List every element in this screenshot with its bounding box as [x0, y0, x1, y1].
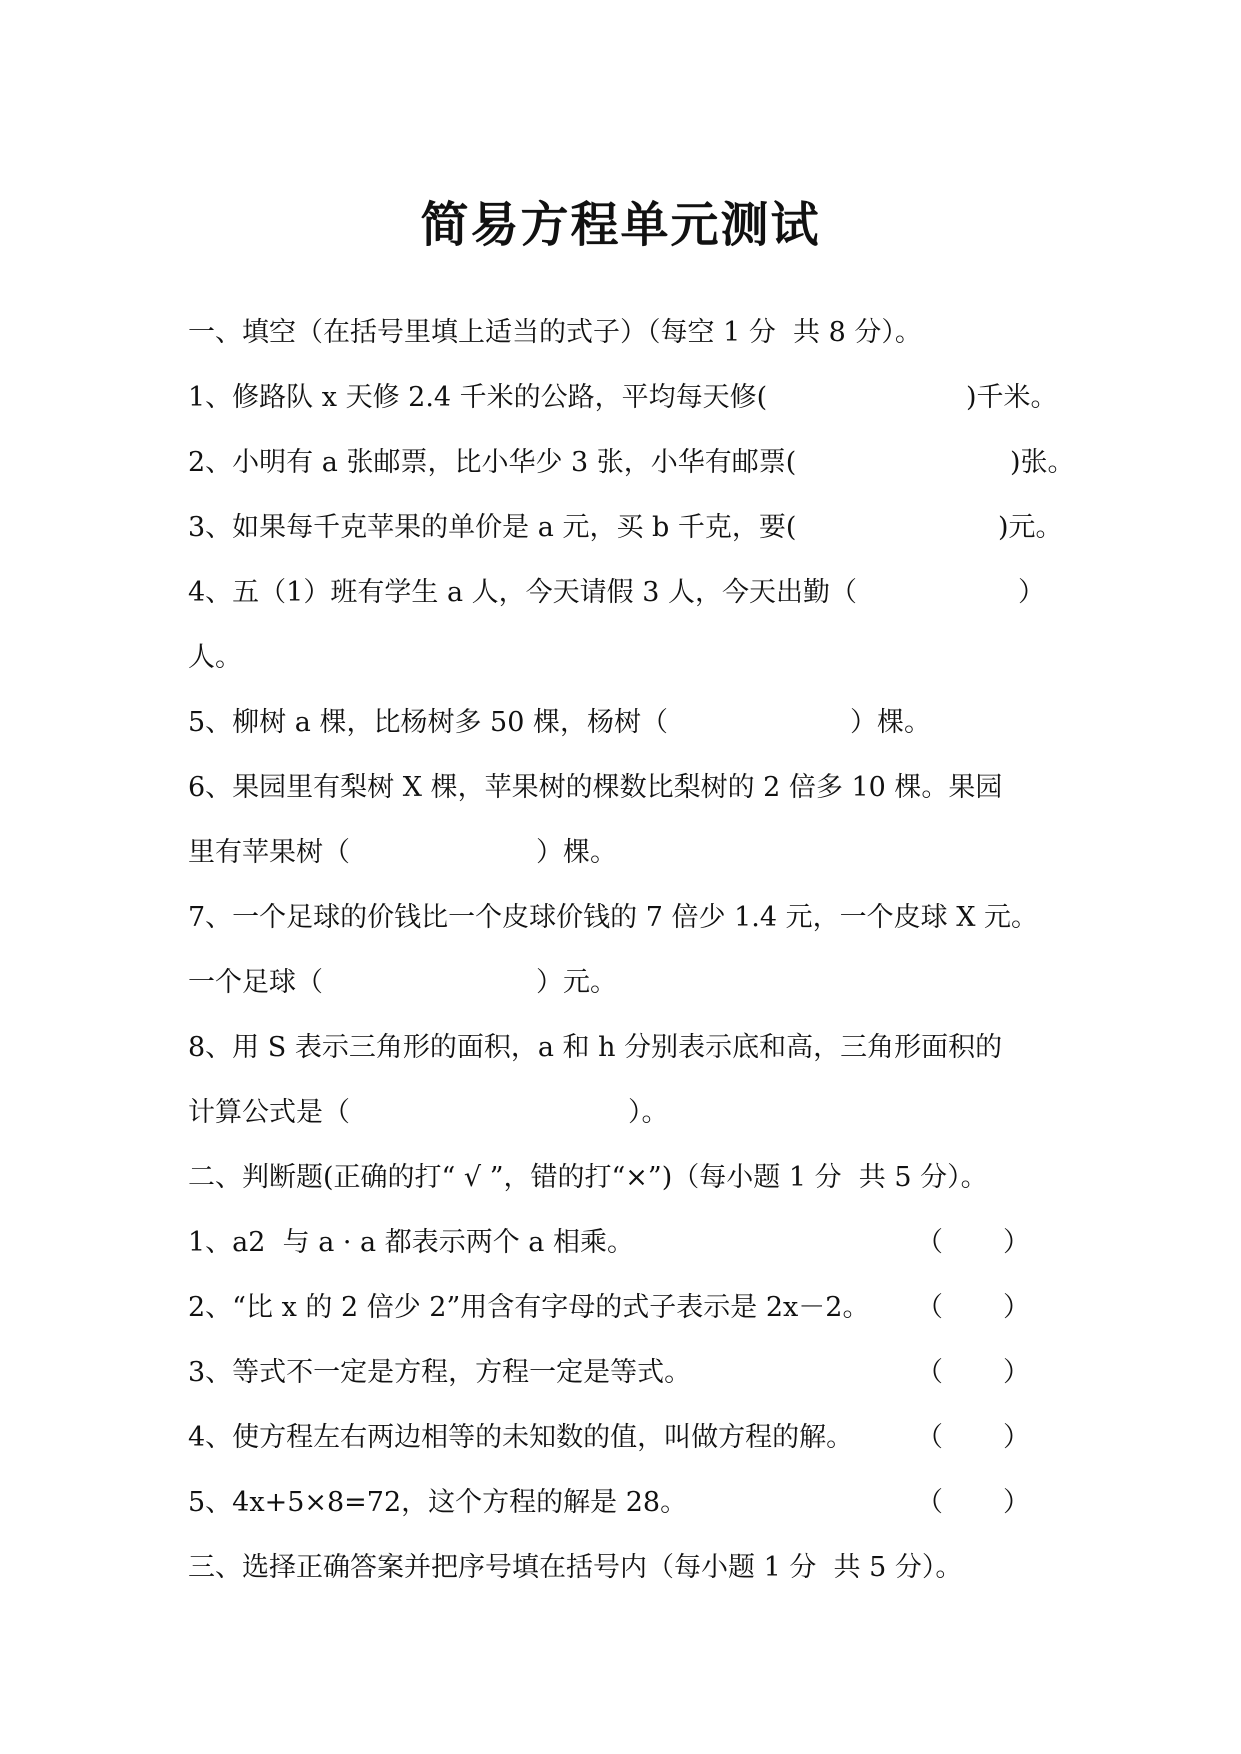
judge-paren-open: （ — [916, 1357, 943, 1388]
question-text-end: ）棵。 — [536, 837, 617, 868]
judge-item-text: 5、4x+5×8=72，这个方程的解是 28。 — [188, 1487, 688, 1518]
question-text-end: )千米。 — [966, 382, 1058, 413]
judge-paren-open: （ — [916, 1422, 943, 1453]
judge-paren-open: （ — [916, 1292, 943, 1323]
question-text-end: )元。 — [998, 512, 1063, 543]
judge-item-text: 3、等式不一定是方程，方程一定是等式。 — [188, 1357, 692, 1388]
section3-heading-text: 三、选择正确答案并把序号填在括号内（每小题 1 分 共 5 分）。 — [188, 1552, 963, 1583]
question-text-paren: ） — [1018, 577, 1045, 608]
question-text: 5、柳树 a 棵，比杨树多 50 棵，杨树（ — [188, 707, 668, 738]
judge-paren-open: （ — [916, 1227, 943, 1258]
judge-paren-open: （ — [916, 1487, 943, 1518]
question-text: 一个足球（ — [188, 967, 323, 998]
question-text-end: )张。 — [1010, 447, 1075, 478]
question-text: 8、用 S 表示三角形的面积，a 和 h 分别表示底和高，三角形面积的 — [188, 1032, 1003, 1063]
judge-paren-close: ） — [1003, 1227, 1030, 1258]
judge-paren-close: ） — [1003, 1357, 1030, 1388]
judge-item-text: 4、使方程左右两边相等的未知数的值，叫做方程的解。 — [188, 1422, 854, 1453]
question-text: 7、一个足球的价钱比一个皮球价钱的 7 倍少 1.4 元，一个皮球 X 元。 — [188, 902, 1039, 933]
question-1-8 — [188, 1030, 1088, 1102]
question-1-4-cont — [188, 640, 1088, 712]
judge-paren-close: ） — [1003, 1422, 1030, 1453]
question-text: 2、小明有 a 张邮票，比小华少 3 张，小华有邮票( — [188, 447, 797, 478]
section2-heading-text: 二、判断题(正确的打“ √ ”，错的打“×”)（每小题 1 分 共 5 分）。 — [188, 1162, 988, 1193]
question-text-end: 人。 — [188, 642, 242, 673]
judge-paren-close: ） — [1003, 1487, 1030, 1518]
judge-paren-close: ） — [1003, 1292, 1030, 1323]
question-text-end: ）。 — [628, 1097, 669, 1128]
judge-item-text: 1、a2 与 a · a 都表示两个 a 相乘。 — [188, 1227, 634, 1258]
question-text: 3、如果每千克苹果的单价是 a 元，买 b 千克，要( — [188, 512, 797, 543]
question-text: 4、五（1）班有学生 a 人，今天请假 3 人，今天出勤（ — [188, 577, 857, 608]
question-text: 计算公式是（ — [188, 1097, 350, 1128]
section3-heading — [188, 1550, 1088, 1622]
question-text: 里有苹果树（ — [188, 837, 350, 868]
question-text-end: ）元。 — [536, 967, 617, 998]
question-1-7 — [188, 900, 1088, 972]
question-text-end: ）棵。 — [850, 707, 931, 738]
question-1-6 — [188, 770, 1088, 842]
judge-item-text: 2、“比 x 的 2 倍少 2”用含有字母的式子表示是 2x－2。 — [188, 1292, 870, 1323]
page-title: 简易方程单元测试 — [420, 197, 821, 253]
section1-heading-text: 一、填空（在括号里填上适当的式子）（每空 1 分 共 8 分）。 — [188, 317, 922, 348]
question-text: 6、果园里有梨树 X 棵，苹果树的棵数比梨树的 2 倍多 10 棵。果园 — [188, 772, 1003, 803]
question-text: 1、修路队 x 天修 2.4 千米的公路，平均每天修( — [188, 382, 768, 413]
section1-heading — [188, 315, 1088, 387]
section2-heading — [188, 1160, 1088, 1232]
